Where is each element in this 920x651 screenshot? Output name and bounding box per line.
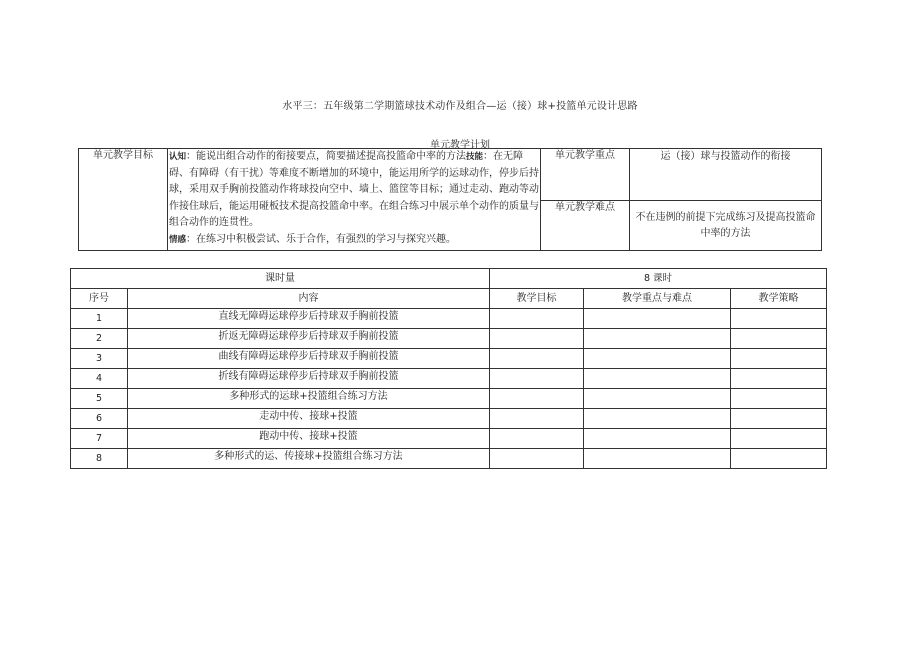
lesson-hours-value: 8 课时	[490, 269, 827, 289]
header-content: 内容	[128, 289, 490, 309]
row-index: 2	[71, 329, 128, 349]
row-goal	[490, 409, 584, 429]
row-goal	[490, 309, 584, 329]
row-goal	[490, 449, 584, 469]
row-key-difficulty	[584, 369, 731, 389]
unit-difficulty-text: 不在违例的前提下完成练习及提高投篮命中率的方法	[630, 201, 822, 251]
row-index: 1	[71, 309, 128, 329]
row-content: 跑动中传、接球+投篮	[128, 429, 490, 449]
row-index: 7	[71, 429, 128, 449]
row-index: 6	[71, 409, 128, 429]
row-content: 多种形式的运、传接球+投篮组合练习方法	[128, 449, 490, 469]
table-row	[71, 349, 827, 369]
header-key-difficulty: 教学重点与难点	[584, 289, 731, 309]
row-strategy	[731, 309, 827, 329]
goal-skill-text: ：在无障碍、有障碍（有干扰）等难度不断增加的环境中，能运用所学的运球动作，停步后持球，采用双手胸前投篮动作将球投向空中、墙上、篮筐等目标；通过走动、跑动等动作接住球后，能运用碰板技术提高投篮命中率。在组合练习中展示单个动作的质量与组合动作的连贯性。	[169, 151, 539, 228]
header-strategy: 教学策略	[731, 289, 827, 309]
row-strategy	[731, 389, 827, 409]
unit-goal-label: 单元教学目标	[79, 149, 168, 251]
section-title: 单元教学计划	[430, 140, 490, 151]
row-goal	[490, 349, 584, 369]
table-row	[71, 369, 827, 389]
unit-difficulty-label: 单元教学难点	[541, 201, 630, 251]
row-content: 折线有障碍运球停步后持球双手胸前投篮	[128, 369, 490, 389]
row-content: 走动中传、接球+投篮	[128, 409, 490, 429]
unit-key-label: 单元教学重点	[541, 149, 630, 201]
row-content: 直线无障碍运球停步后持球双手胸前投篮	[128, 309, 490, 329]
document-title: 水平三：五年级第二学期篮球技术动作及组合—运（接）球+投篮单元设计思路	[282, 101, 638, 112]
row-index: 8	[71, 449, 128, 469]
row-key-difficulty	[584, 389, 731, 409]
row-content: 曲线有障碍运球停步后持球双手胸前投篮	[128, 349, 490, 369]
row-goal	[490, 389, 584, 409]
row-strategy	[731, 369, 827, 389]
table-row	[71, 409, 827, 429]
row-strategy	[731, 329, 827, 349]
unit-goal-text	[168, 149, 541, 251]
row-strategy	[731, 449, 827, 469]
row-key-difficulty	[584, 429, 731, 449]
row-strategy	[731, 409, 827, 429]
lesson-hours-label: 课时量	[71, 269, 490, 289]
goal-tag-emotion: 情感	[169, 234, 187, 245]
row-key-difficulty	[584, 449, 731, 469]
goal-tag-skill: 技能	[466, 152, 484, 162]
row-key-difficulty	[584, 309, 731, 329]
table-row	[71, 429, 827, 449]
table-row	[71, 449, 827, 469]
header-goal: 教学目标	[490, 289, 584, 309]
row-strategy	[731, 429, 827, 449]
lesson-hours-table	[70, 268, 827, 469]
header-index: 序号	[71, 289, 128, 309]
row-content: 多种形式的运球+投篮组合练习方法	[128, 389, 490, 409]
row-index: 4	[71, 369, 128, 389]
table-row	[71, 309, 827, 329]
table-row	[71, 329, 827, 349]
row-strategy	[731, 349, 827, 369]
row-key-difficulty	[584, 349, 731, 369]
table-row	[71, 389, 827, 409]
row-goal	[490, 329, 584, 349]
row-goal	[490, 429, 584, 449]
row-key-difficulty	[584, 329, 731, 349]
unit-plan-table	[78, 148, 822, 251]
unit-key-text: 运（接）球与投篮动作的衔接	[630, 149, 822, 201]
row-index: 5	[71, 389, 128, 409]
row-goal	[490, 369, 584, 389]
row-index: 3	[71, 349, 128, 369]
goal-emotion-text: ：在练习中积极尝试、乐于合作，有强烈的学习与探究兴趣。	[186, 233, 457, 245]
row-content: 折返无障碍运球停步后持球双手胸前投篮	[128, 329, 490, 349]
goal-cognition-text: ：能说出组合动作的衔接要点，简要描述提高投篮命中率的方法	[186, 151, 467, 162]
row-key-difficulty	[584, 409, 731, 429]
goal-tag-cognition: 认知	[169, 152, 187, 162]
